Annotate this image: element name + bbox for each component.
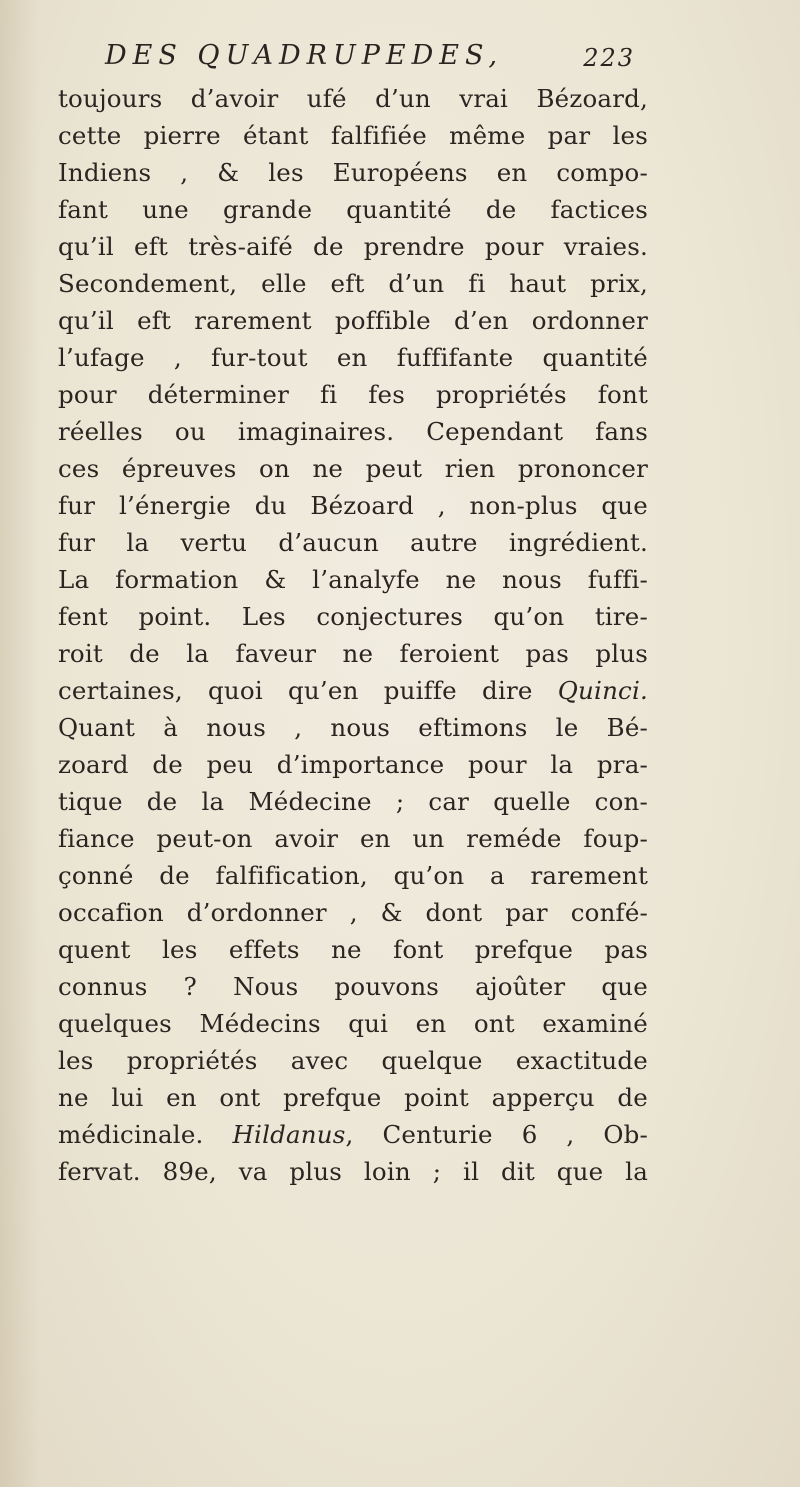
text-line: les propriétés avec quelque exactitude [58,1046,648,1075]
text-fragment: , Centurie 6 , Ob- [345,1120,648,1149]
text-line: cette pierre étant falfifiée même par les [58,121,648,150]
text-line: toujours d’avoir ufé d’un vrai Bézoard, [58,84,648,113]
text-line: tique de la Médecine ; car quelle con- [58,787,648,816]
text-line: La formation & l’analyfe ne nous fuffi- [58,565,648,594]
text-fragment: médicinale. [58,1120,233,1149]
text-line: quelques Médecins qui en ont examiné [58,1009,648,1038]
text-line: occafion d’ordonner , & dont par confé- [58,898,648,927]
page-number: 223 [583,44,635,72]
text-line: zoard de peu d’importance pour la pra- [58,750,648,779]
text-line: fervat. 89e, va plus loin ; il dit que la [58,1157,648,1186]
text-line: connus ? Nous pouvons ajoûter que [58,972,648,1001]
text-line: fent point. Les conjectures qu’on tire- [58,602,648,631]
body-text [58,80,648,1190]
text-line: l’ufage , fur-tout en fuffifante quantité [58,343,648,372]
text-line: roit de la faveur ne feroient pas plus [58,639,648,668]
text-line: ces épreuves on ne peut rien prononcer [58,454,648,483]
text-line: fant une grande quantité de factices [58,195,648,224]
text-line: pour déterminer fi fes propriétés font [58,380,648,409]
author-name-quinci: Quinci. [557,676,648,705]
text-line-hildanus [58,1116,648,1153]
text-fragment: certaines, quoi qu’en puiffe dire [58,676,558,705]
text-line: Quant à nous , nous eftimons le Bé- [58,713,648,742]
text-line: fur la vertu d’aucun autre ingrédient. [58,528,648,557]
text-line: qu’il eft rarement poffible d’en ordonner [58,306,648,335]
author-name-hildanus: Hildanus [232,1120,346,1149]
text-line: Secondement, elle eft d’un fi haut prix, [58,269,648,298]
text-line: réelles ou imaginaires. Cependant fans [58,417,648,446]
text-line: ne lui en ont prefque point apperçu de [58,1083,648,1112]
text-line: quent les effets ne font prefque pas [58,935,648,964]
text-line: fur l’énergie du Bézoard , non-plus que [58,491,648,520]
text-line: fiance peut-on avoir en un reméde foup- [58,824,648,853]
text-line-quinci [58,672,648,709]
running-title: DES QUADRUPEDES, [105,40,504,71]
text-line: qu’il eft très-aifé de prendre pour vraies. [58,232,648,261]
text-line: çonné de falfification, qu’on a rarement [58,861,648,890]
text-line: Indiens , & les Européens en compo- [58,158,648,187]
